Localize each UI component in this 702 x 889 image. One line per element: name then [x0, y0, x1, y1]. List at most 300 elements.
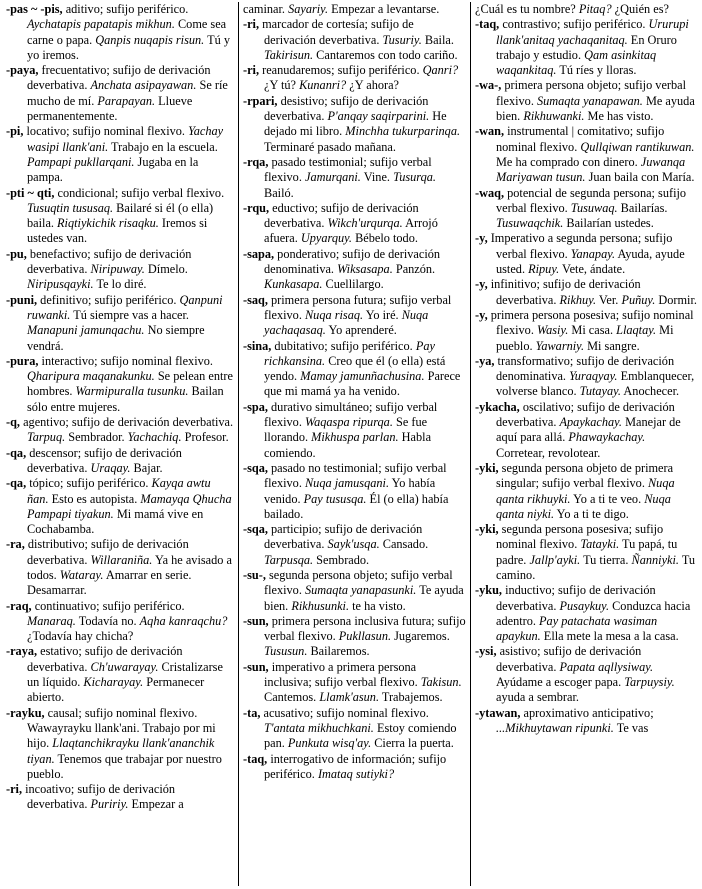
- spanish-gloss: Yo aprenderé.: [325, 323, 397, 338]
- entry-definition: primera persona inclusiva futura; sufijo verbal flexivo.: [264, 613, 466, 644]
- quechua-example: Tususun.: [264, 644, 308, 659]
- entry-headword: -ri,: [243, 63, 260, 78]
- spanish-gloss: Cansado.: [379, 537, 429, 552]
- quechua-example: Wiksasapa.: [337, 262, 393, 277]
- dictionary-entry: [6, 599, 235, 645]
- spanish-gloss: Bailaremos.: [307, 644, 370, 659]
- quechua-example: Kayqa awtu ñan.: [27, 476, 211, 506]
- quechua-example: Ch'uwarayay.: [90, 659, 159, 674]
- spanish-gloss: Ayuda, ayude usted.: [496, 246, 685, 277]
- spanish-gloss: Ya he avisado a todos.: [27, 552, 232, 582]
- spanish-gloss: Come sea carne o papa.: [27, 17, 227, 47]
- spanish-gloss: Mi casa.: [568, 323, 617, 338]
- entry-definition: ponderativo; sufijo de derivación denominativa.: [264, 246, 441, 277]
- column-2: [238, 2, 470, 886]
- spanish-gloss: Manejar de aquí para allá.: [496, 415, 681, 445]
- entry-definition: reanudaremos; sufijo periférico.: [259, 63, 423, 78]
- dictionary-entry: [243, 752, 467, 783]
- dictionary-entry: [6, 124, 235, 185]
- quechua-example: Imataq sutiyki?: [317, 766, 395, 781]
- spanish-gloss: ¿Todavía hay chicha?: [27, 629, 134, 644]
- entry-headword: -rayku,: [6, 705, 45, 720]
- dictionary-entry: [475, 706, 697, 737]
- quechua-example: Qanri?: [422, 63, 459, 78]
- quechua-example: Riqtiykichik risaqku.: [57, 216, 159, 231]
- entry-definition: interrogativo de información; sufijo periférico.: [264, 751, 447, 781]
- spanish-gloss: Cantaremos con todo cariño.: [313, 47, 458, 62]
- spanish-gloss: Juan baila con María.: [585, 170, 695, 185]
- spanish-gloss: Habla comiendo.: [264, 430, 432, 460]
- quechua-example: Tusurqa.: [393, 170, 437, 185]
- entry-headword: -sqa,: [243, 522, 268, 537]
- spanish-gloss: ¿Y ahora?: [346, 78, 400, 93]
- entry-definition: segunda persona posesiva; sufijo nominal flexivo.: [496, 522, 664, 552]
- entry-headword: -qa,: [6, 445, 27, 460]
- spanish-gloss: Amarrar en serie. Desamarrar.: [27, 567, 192, 598]
- entry-headword: -rqa,: [243, 154, 269, 169]
- entry-headword: -sqa,: [243, 460, 268, 475]
- dictionary-entry: [475, 231, 697, 277]
- quechua-example: Sayk'usqa.: [327, 537, 380, 552]
- quechua-example: Kunanri?: [299, 78, 347, 93]
- dictionary-entry: [243, 614, 467, 660]
- quechua-example: Yawarniy.: [535, 338, 585, 353]
- spanish-gloss: Ayúdame a escoger papa.: [496, 675, 625, 690]
- quechua-example: Pay richkansina.: [264, 338, 435, 368]
- spanish-gloss: Dormir.: [655, 292, 697, 307]
- quechua-example: Willaraniña.: [90, 552, 153, 567]
- spanish-gloss: He dejado mi libro.: [264, 109, 447, 139]
- spanish-gloss: ¿Cuál es tu nombre?: [475, 2, 579, 16]
- entry-headword: -spa,: [243, 399, 268, 414]
- entry-definition: imperativo a primera persona inclusiva; sufijo verbal flexivo.: [264, 659, 421, 690]
- entry-headword: -waq,: [475, 185, 505, 200]
- quechua-example: Phawaykachay.: [568, 430, 646, 445]
- quechua-example: Nuqa jamusqani.: [304, 476, 390, 491]
- quechua-example: Qanpis nuqapis risun.: [95, 32, 205, 47]
- dictionary-entry: [243, 293, 467, 339]
- entry-definition: potencial de segunda persona; sufijo verbal flexivo.: [496, 185, 687, 215]
- spanish-gloss: No siempre vendrá.: [27, 323, 205, 353]
- entry-definition: segunda persona objeto de primera singular; sufijo verbal flexivo.: [496, 460, 674, 491]
- spanish-gloss: Emblanquecer, volverse blanco.: [496, 369, 695, 399]
- dictionary-entry: [243, 2, 467, 17]
- entry-headword: -sapa,: [243, 246, 275, 261]
- entry-definition: distributivo; sufijo de derivación deverbativa.: [24, 537, 189, 567]
- dictionary-entry: [475, 583, 697, 644]
- dictionary-entry: [6, 247, 235, 293]
- spanish-gloss: Ver.: [596, 292, 622, 307]
- quechua-example: Tusuwaqchik.: [496, 216, 564, 231]
- dictionary-entry: [6, 2, 235, 63]
- spanish-gloss: Sembrador.: [65, 430, 128, 445]
- spanish-gloss: Permanecer abierto.: [27, 675, 205, 705]
- entry-definition: frecuentativo; sufijo de derivación deverbativa.: [27, 63, 211, 93]
- entry-headword: -pti ~ qti,: [6, 185, 55, 200]
- entry-definition: segunda persona objeto; sufijo verbal flexivo.: [264, 567, 453, 598]
- spanish-gloss: Yo a ti te veo.: [570, 491, 645, 506]
- dictionary-entry: [6, 354, 235, 415]
- spanish-gloss: Empezar a levantarse.: [328, 2, 440, 16]
- entry-headword: -yki,: [475, 460, 499, 475]
- dictionary-entry: [475, 400, 697, 461]
- spanish-gloss: Baila.: [421, 32, 454, 47]
- entry-headword: -ykacha,: [475, 399, 520, 414]
- dictionary-entry: [475, 277, 697, 308]
- quechua-example: Apaykachay.: [559, 415, 622, 430]
- quechua-example: Wataray.: [59, 567, 104, 582]
- quechua-example: Upyarquy.: [300, 231, 352, 246]
- dictionary-page: [2, 2, 700, 886]
- spanish-gloss: Esto es autopista.: [48, 491, 141, 506]
- entry-headword: -rqu,: [243, 200, 270, 215]
- entry-definition: primera persona objeto; sufijo verbal flexivo.: [496, 78, 687, 108]
- entry-headword: -taq,: [475, 17, 500, 32]
- quechua-example: Yachay wasipi llank'ani.: [27, 124, 224, 154]
- spanish-gloss: Panzón.: [392, 262, 436, 277]
- entry-headword: -raya,: [6, 644, 38, 659]
- entry-definition: durativo simultáneo; sufijo verbal flexivo.: [264, 399, 438, 430]
- spanish-gloss: Vete, ándate.: [559, 262, 626, 277]
- quechua-example: Uraqay.: [90, 460, 131, 475]
- spanish-gloss: Llueve permanentemente.: [27, 93, 193, 124]
- spanish-gloss: Corretear, revolotear.: [496, 445, 601, 460]
- quechua-example: Rikhusunki.: [291, 598, 350, 613]
- quechua-example: Juwanqa Mariyawan tusun.: [496, 154, 686, 185]
- dictionary-entry: [243, 522, 467, 568]
- spanish-gloss: Arrojó afuera.: [264, 216, 438, 246]
- dictionary-entry: [243, 63, 467, 94]
- spanish-gloss: Se ríe mucho de mí.: [27, 78, 228, 108]
- spanish-gloss: Me has visto.: [584, 109, 654, 124]
- entry-headword: -su-,: [243, 567, 266, 582]
- quechua-example: Pay patachata wasiman apaykun.: [496, 613, 658, 644]
- spanish-gloss: Tú ríes y lloras.: [556, 63, 637, 78]
- spanish-gloss: Mi pueblo.: [496, 323, 674, 353]
- quechua-example: Warmipuralla tusunku.: [75, 384, 189, 399]
- column-3: [470, 2, 700, 886]
- entry-headword: -pi,: [6, 124, 24, 139]
- spanish-gloss: Terminaré pasado mañana.: [264, 139, 396, 154]
- spanish-gloss: Bailarían ustedes.: [563, 216, 654, 231]
- quechua-example: Qharipura maqanakunku.: [27, 369, 155, 384]
- quechua-example: Takisun.: [420, 675, 462, 690]
- dictionary-entry: [243, 568, 467, 614]
- quechua-example: Qullqiwan rantikuwan.: [580, 139, 695, 154]
- spanish-gloss: Jugaba en la pampa.: [27, 154, 199, 185]
- entry-headword: -wan,: [475, 124, 505, 139]
- quechua-example: ...Mikhuytawan ripunki.: [496, 720, 614, 735]
- quechua-example: T'antata mikhuchkani.: [264, 720, 374, 735]
- entry-definition: locativo; sufijo nominal flexivo.: [23, 124, 189, 139]
- spanish-gloss: Cierra la puerta.: [371, 736, 454, 751]
- quechua-example: Nuqa qanta rikhuyki.: [496, 476, 675, 506]
- entry-definition: estativo; sufijo de derivación deverbativa.: [27, 644, 183, 674]
- dictionary-entry: [6, 415, 235, 446]
- dictionary-entry: [243, 247, 467, 293]
- dictionary-entry: [6, 537, 235, 598]
- spanish-gloss: Vine.: [360, 170, 394, 185]
- quechua-example: Tarpuysiy.: [624, 675, 675, 690]
- spanish-gloss: Wawayrayku llank'ani. Trabajo por mi hijo.: [27, 720, 216, 751]
- spanish-gloss: Tenemos que trabajar por nuestro pueblo.: [27, 751, 222, 781]
- dictionary-entry: [475, 644, 697, 705]
- entry-definition: infinitivo; sufijo de derivación deverbativa.: [487, 277, 641, 307]
- spanish-gloss: Trabajo en la escuela.: [108, 139, 218, 154]
- spanish-gloss: Me ayuda bien.: [496, 93, 695, 124]
- quechua-example: Manaraq.: [27, 613, 76, 628]
- dictionary-entry: [475, 17, 697, 78]
- quechua-example: Manapuni jamunqachu.: [27, 323, 145, 338]
- entry-headword: -pu,: [6, 246, 27, 261]
- quechua-example: Jallp'ayki.: [529, 552, 581, 567]
- spanish-gloss: ¿Quién es?: [611, 2, 669, 16]
- dictionary-entry: [243, 155, 467, 201]
- entry-headword: -ra,: [6, 537, 25, 552]
- entry-headword: -ta,: [243, 705, 261, 720]
- entry-headword: -raq,: [6, 598, 32, 613]
- dictionary-entry: [243, 660, 467, 706]
- entry-definition: eductivo; sufijo de derivación deverbativa.: [264, 200, 419, 231]
- entry-definition: continuativo; sufijo periférico.: [31, 598, 185, 613]
- dictionary-entry: [475, 522, 697, 583]
- quechua-example: Nuqa risaq.: [304, 307, 364, 322]
- quechua-example: Puririy.: [90, 797, 129, 812]
- quechua-example: Niripusqayki.: [27, 277, 94, 292]
- quechua-example: Llaqtay.: [616, 323, 657, 338]
- quechua-example: Anchata asipayawan.: [90, 78, 197, 93]
- quechua-example: Tusuwaq.: [570, 200, 618, 215]
- quechua-example: Sumaqta yanapawan.: [536, 93, 643, 108]
- quechua-example: Puñuy.: [621, 292, 656, 307]
- dictionary-entry: [6, 63, 235, 124]
- spanish-gloss: Se pelean entre hombres.: [27, 369, 233, 399]
- entry-definition: descensor; sufijo de derivación deverbativa.: [26, 445, 182, 475]
- quechua-example: Llamk'asun.: [319, 690, 380, 705]
- entry-definition: Imperativo a segunda persona; sufijo verbal flexivo.: [487, 231, 673, 261]
- entry-definition: aditivo; sufijo periférico.: [62, 2, 189, 16]
- entry-definition: pasado testimonial; sufijo verbal flexivo.: [264, 154, 432, 185]
- quechua-example: Rikhuy.: [559, 292, 597, 307]
- spanish-gloss: Creo que él (o ella) está yendo.: [264, 353, 446, 384]
- dictionary-entry: [6, 782, 235, 813]
- spanish-gloss: Cuellilargo.: [322, 277, 384, 292]
- dictionary-entry: [475, 124, 697, 185]
- quechua-example: Yanapay.: [570, 246, 616, 261]
- entry-definition: inductivo; sufijo de derivación deverbativa.: [496, 583, 656, 613]
- quechua-example: P'anqay saqirparini.: [327, 109, 430, 124]
- entry-definition: contrastivo; sufijo periférico.: [499, 17, 649, 32]
- entry-definition: asistivo; sufijo de derivación deverbativa.: [496, 644, 642, 674]
- entry-definition: marcador de cortesía; sufijo de derivación deverbativa.: [259, 17, 414, 47]
- spanish-gloss: Bailarías.: [617, 200, 668, 215]
- spanish-gloss: Bailaré si él (o ella) baila.: [27, 200, 214, 231]
- entry-headword: -y,: [475, 231, 488, 246]
- entry-definition: oscilativo; sufijo de derivación deverbativa.: [496, 399, 675, 430]
- quechua-example: Sayariy.: [288, 2, 329, 16]
- spanish-gloss: Bébelo todo.: [352, 231, 418, 246]
- dictionary-entry: [6, 186, 235, 247]
- quechua-example: Tatayki.: [580, 537, 620, 552]
- entry-headword: -ri,: [243, 17, 260, 32]
- spanish-gloss: Iremos si ustedes van.: [27, 216, 208, 246]
- quechua-example: Nuqa qanta niyki.: [496, 491, 671, 521]
- entry-definition: acusativo; sufijo nominal flexivo.: [260, 705, 429, 720]
- spanish-gloss: Te ayuda bien.: [264, 583, 464, 613]
- dictionary-entry: [243, 17, 467, 63]
- dictionary-entry: [475, 354, 697, 400]
- entry-definition: interactivo; sufijo nominal flexivo.: [38, 353, 213, 368]
- entry-headword: -paya,: [6, 63, 39, 78]
- quechua-example: Llaqtanchikrayku llank'ananchik tiyan.: [27, 736, 215, 766]
- spanish-gloss: Ella mete la mesa a la casa.: [540, 629, 679, 644]
- spanish-gloss: Mi mamá vive en Cochabamba.: [27, 506, 204, 537]
- entry-definition: transformativo; sufijo de derivación denominativa.: [494, 353, 675, 384]
- spanish-gloss: Te vas: [613, 720, 649, 735]
- entry-headword: -pura,: [6, 353, 39, 368]
- entry-headword: -y,: [475, 307, 488, 322]
- quechua-example: Ururupi llank'anitaq yachaqanitaq.: [496, 17, 689, 47]
- dictionary-entry: [475, 308, 697, 354]
- spanish-gloss: Cristalizarse un líquido.: [27, 659, 223, 690]
- spanish-gloss: Tú siempre vas a hacer.: [70, 307, 189, 322]
- dictionary-entry: [6, 706, 235, 782]
- quechua-example: Tusuqtin tususaq.: [27, 200, 114, 215]
- entry-headword: -wa-,: [475, 78, 502, 93]
- entry-headword: -saq,: [243, 292, 268, 307]
- entry-headword: -ya,: [475, 353, 495, 368]
- quechua-example: Tutayay.: [579, 384, 622, 399]
- quechua-example: Punkuta wisq'ay.: [287, 736, 372, 751]
- dictionary-entry: [475, 2, 697, 17]
- quechua-example: Aychatapis papatapis mikhun.: [27, 17, 175, 32]
- quechua-example: Rikhuwanki.: [523, 109, 585, 124]
- spanish-gloss: Sembrado.: [313, 552, 370, 567]
- dictionary-entry: [243, 339, 467, 400]
- quechua-example: Pitaq?: [578, 2, 612, 16]
- quechua-example: Jamurqani.: [304, 170, 361, 185]
- dictionary-entry: [243, 201, 467, 247]
- quechua-example: Ñanniyki.: [631, 552, 679, 567]
- entry-definition: aproximativo anticipativo;: [520, 705, 654, 720]
- entry-definition: benefactivo; sufijo de derivación deverbativa.: [26, 246, 192, 277]
- entry-headword: -q,: [6, 415, 21, 430]
- quechua-example: Nuqa yachaqasaq.: [264, 307, 429, 338]
- entry-definition: causal; sufijo nominal flexivo.: [44, 705, 198, 720]
- entry-headword: -y,: [475, 277, 488, 292]
- dictionary-entry: [475, 461, 697, 522]
- quechua-example: Papata aqllysiway.: [559, 659, 654, 674]
- entry-headword: -taq,: [243, 751, 268, 766]
- spanish-gloss: Estoy comiendo pan.: [264, 720, 457, 751]
- quechua-example: Tusuriy.: [382, 32, 422, 47]
- dictionary-entry: [475, 78, 697, 124]
- quechua-example: Yachachiq.: [127, 430, 182, 445]
- dictionary-entry: [6, 476, 235, 537]
- quechua-example: Yuraqyay.: [569, 369, 618, 384]
- quechua-example: Mamay jamunñachusina.: [300, 369, 425, 384]
- entry-headword: -pas ~ -pis,: [6, 2, 63, 16]
- spanish-gloss: Jugaremos.: [391, 629, 450, 644]
- entry-definition: agentivo; sufijo de derivación deverbativa.: [20, 415, 234, 430]
- entry-definition: dubitativo; sufijo periférico.: [271, 338, 416, 353]
- quechua-example: Ripuy.: [528, 262, 560, 277]
- quechua-example: Aqha kanraqchu?: [139, 613, 228, 628]
- quechua-example: Pampapi pukllarqani.: [27, 154, 135, 169]
- spanish-gloss: Yo iré.: [363, 307, 402, 322]
- spanish-gloss: te ha visto.: [349, 598, 406, 613]
- entry-definition: tópico; sufijo periférico.: [26, 476, 152, 491]
- entry-headword: -sun,: [243, 659, 269, 674]
- entry-definition: incoativo; sufijo de derivación deverbativa.: [22, 782, 176, 812]
- spanish-gloss: Te lo diré.: [93, 277, 147, 292]
- dictionary-entry: [243, 461, 467, 522]
- entry-headword: -sina,: [243, 338, 272, 353]
- dictionary-entry: [243, 706, 467, 752]
- entry-headword: -qa,: [6, 476, 27, 491]
- entry-definition: definitivo; sufijo periférico.: [37, 292, 180, 307]
- quechua-example: Mikhuspa parlan.: [311, 430, 399, 445]
- quechua-example: Kunkasapa.: [264, 277, 323, 292]
- dictionary-entry: [243, 94, 467, 155]
- spanish-gloss: Tú y yo iremos.: [27, 32, 231, 62]
- spanish-gloss: Dímelo.: [144, 262, 188, 277]
- spanish-gloss: Se fue llorando.: [264, 415, 428, 445]
- spanish-gloss: Tu camino.: [496, 552, 696, 582]
- quechua-example: Pay tususqa.: [303, 491, 367, 506]
- quechua-example: Wikch'urqurqa.: [327, 216, 403, 231]
- quechua-example: Mamayqa Qhucha Pampapi tiyakun.: [27, 491, 232, 521]
- entry-definition: instrumental | comitativo; sufijo nominal flexivo.: [496, 124, 665, 154]
- spanish-gloss: Tu papá, tu padre.: [496, 537, 678, 567]
- spanish-gloss: Conduzca hacia adentro.: [496, 598, 691, 628]
- spanish-gloss: ¿Y tú?: [264, 78, 300, 93]
- quechua-example: Pukllasun.: [338, 629, 392, 644]
- quechua-example: Kicharayay.: [83, 675, 144, 690]
- dictionary-entry: [6, 644, 235, 705]
- quechua-example: Sumaqta yanapasunki.: [304, 583, 417, 598]
- spanish-gloss: Empezar a: [128, 797, 184, 812]
- spanish-gloss: Profesor.: [181, 430, 229, 445]
- spanish-gloss: Yo a ti te digo.: [554, 506, 629, 521]
- entry-definition: participio; sufijo de derivación deverbativa.: [264, 522, 423, 552]
- spanish-gloss: Bailó.: [264, 185, 294, 200]
- quechua-example: Qanpuni ruwanki.: [27, 292, 223, 322]
- quechua-example: Tarpuq.: [27, 430, 66, 445]
- quechua-example: Takirisun.: [264, 47, 314, 62]
- quechua-example: Wasiy.: [536, 323, 569, 338]
- spanish-gloss: ayuda a sembrar.: [496, 690, 579, 705]
- entry-definition: condicional; sufijo verbal flexivo.: [54, 185, 225, 200]
- quechua-example: Parapayan.: [97, 93, 156, 108]
- quechua-example: Qam asinkitaq waqankitaq.: [496, 47, 657, 78]
- spanish-gloss: Bailan sólo entre mujeres.: [27, 384, 224, 414]
- quechua-example: Niripuway.: [90, 262, 145, 277]
- entry-headword: -ysi,: [475, 644, 497, 659]
- spanish-gloss: Yo había venido.: [264, 476, 436, 506]
- spanish-gloss: Todavía no.: [75, 613, 140, 628]
- entry-headword: -ri,: [6, 782, 23, 797]
- quechua-example: Waqaspa ripurqa.: [304, 415, 393, 430]
- spanish-gloss: caminar.: [243, 2, 289, 16]
- column-1: [2, 2, 238, 886]
- entry-headword: -rpari,: [243, 93, 278, 108]
- entry-headword: -yki,: [475, 522, 499, 537]
- entry-definition: primera persona futura; sufijo verbal flexivo.: [264, 292, 452, 322]
- quechua-example: Tarpusqa.: [264, 552, 314, 567]
- spanish-gloss: Tu tierra.: [580, 552, 632, 567]
- entry-definition: pasado no testimonial; sufijo verbal flexivo.: [264, 460, 447, 491]
